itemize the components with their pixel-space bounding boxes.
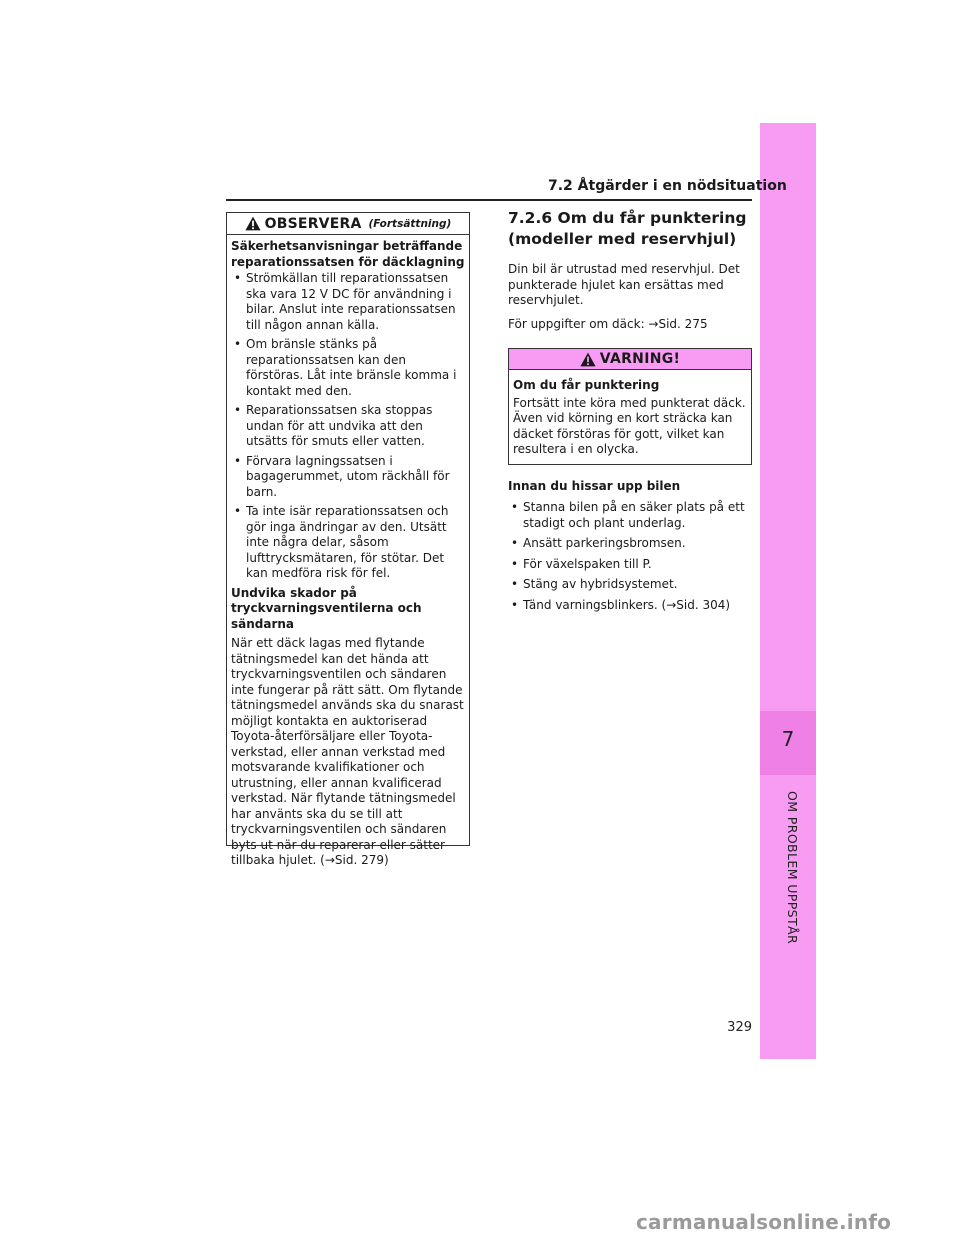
- warning-text: Fortsätt inte köra med punkterat däck. Även vid körning en kort sträcka kan däcket förstöras för gott, vilket kan resultera i en olycka.: [513, 395, 746, 456]
- observera-title: OBSERVERA: [264, 215, 362, 232]
- steps-list: [508, 500, 752, 613]
- observera-body: [227, 235, 469, 869]
- list-item: • För växelspaken till P.: [508, 557, 752, 573]
- observera-box: [226, 212, 470, 867]
- chapter-number: 7: [781, 727, 795, 751]
- observera-paragraph: När ett däck lagas med flytande tätningsmedel kan det hända att tryckvarningsventilen och sändaren inte fungerar på rätt sätt. Om flytande tätningsmedel används ska du snarast möjligt kontakta en auktoriserad Toyota-återförsäljare eller Toyota-verkstad, eller annan verkstad med motsvarande kvalifikationer och utrustning, eller annan kvalificerad verkstad. När flytande tätningsmedel har använts ska du se till att tryckvarningsventilen och sändaren byts ut när du reparerar eller sätter tillbaka hjulet. (→Sid. 279): [231, 636, 464, 867]
- warning-header: [509, 349, 751, 370]
- list-item: • Reparationssatsen ska stoppas undan för att undvika att den utsätts för smuts eller vatten.: [231, 403, 465, 450]
- list-item: • Förvara lagningssatsen i bagagerummet, utom räckhåll för barn.: [231, 454, 465, 501]
- watermark: carmanualsonline.info: [636, 1210, 892, 1234]
- list-item: • Tänd varningsblinkers. (→Sid. 304): [508, 598, 752, 614]
- list-item: • Stanna bilen på en säker plats på ett stadigt och plant underlag.: [508, 500, 752, 531]
- observera-subhead-repair-kit: Säkerhetsanvisningar beträffande reparationssatsen för däcklagning: [231, 239, 465, 269]
- warning-box: [508, 348, 752, 465]
- header-rule: [226, 199, 752, 201]
- steps-heading: Innan du hissar upp bilen: [508, 478, 681, 493]
- observera-header: [227, 213, 469, 235]
- tire-reference: För uppgifter om däck: →Sid. 275: [508, 316, 708, 331]
- list-item: • Om bränsle stänks på reparationssatsen kan den förstöras. Låt inte bränsle komma i kontakt med den.: [231, 337, 465, 399]
- warning-title: VARNING!: [599, 351, 681, 367]
- running-head: 7.2 Åtgärder i en nödsituation: [548, 178, 787, 194]
- page-number: 329: [727, 1020, 752, 1035]
- warning-triangle-icon: [245, 216, 261, 231]
- section-title: 7.2.6 Om du får punktering (modeller med reservhjul): [508, 209, 747, 248]
- warning-body: [509, 370, 751, 464]
- section-intro: Din bil är utrustad med reservhjul. Det punkterade hjulet kan ersättas med reservhjulet.: [508, 262, 740, 307]
- list-item: • Strömkällan till reparationssatsen ska vara 12 V DC för användning i bilar. Anslut inte reparationssatsen till någon annan källa.: [231, 271, 465, 333]
- chapter-title: OM PROBLEM UPPSTÅR: [785, 791, 800, 945]
- warning-subhead: Om du får punktering: [513, 378, 660, 392]
- list-item: • Ta inte isär reparationssatsen och gör inga ändringar av den. Utsätt inte några delar, såsom lufttrycksmätaren, för stötar. Det kan medföra risk för fel.: [231, 504, 465, 582]
- right-column: [508, 208, 752, 618]
- list-item: • Stäng av hybridsystemet.: [508, 577, 752, 593]
- warning-triangle-icon: [580, 352, 596, 367]
- observera-continuation: (Fortsättning): [368, 217, 452, 230]
- observera-subhead-valves: Undvika skador på tryckvarningsventilerna och sändarna: [231, 585, 422, 631]
- chapter-side-tab: [760, 123, 816, 1059]
- list-item: • Ansätt parkeringsbromsen.: [508, 536, 752, 552]
- observera-bullet-list: [231, 271, 465, 582]
